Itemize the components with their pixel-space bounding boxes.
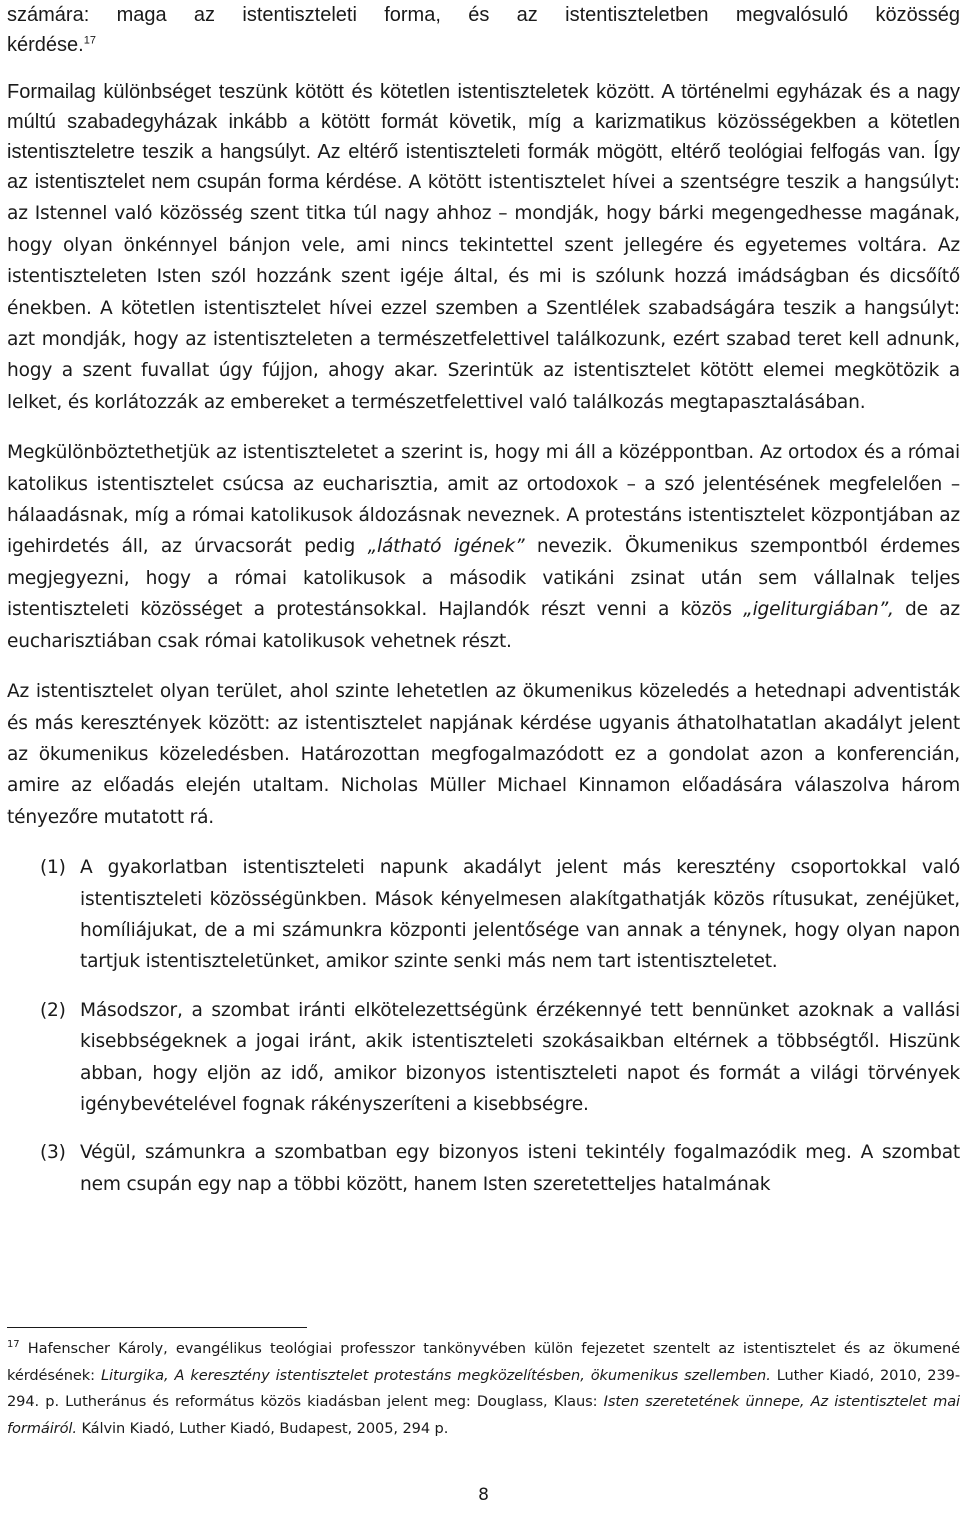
list-item	[40, 995, 960, 1121]
list-item-text: Másodszor, a szombat iránti elkötelezettségünk érzékennyé tett bennünket azoknak a vallási kisebbségeknek a jogai iránt, akik istentiszteleti szokásaikban eltérnek a többségtől. Hiszünk abban, hogy eljön az idő, amikor bizonyos istentiszteleti napot és formát a világi törvények igénybevételével fognak rákényszeríteni a kisebbségre.	[80, 999, 960, 1115]
intro-paragraph	[7, 0, 960, 30]
list-item-number: (1)	[40, 857, 66, 879]
footnote-italic1: Liturgika, A keresztény istentisztelet protestáns megközelítésben, ökumenikus szellemben.	[100, 1366, 771, 1384]
factor-list	[40, 852, 960, 1200]
paragraph-ecumenical	[7, 676, 960, 833]
intro-line-2: kérdése.	[7, 34, 84, 56]
paragraph-center-italic1: „látható igének”	[367, 536, 525, 558]
paragraph-center	[7, 437, 960, 657]
footnote	[7, 1336, 960, 1442]
paragraph-center-part2: nevezik. Ökumenikus szempontból érdemes megjegyezni, hogy a római katolikusok a második vatikáni zsinat után sem vállalnak teljes istentiszteleti közösséget a protestánsokkal. Hajlandók részt venni a közös	[7, 536, 960, 621]
footnote-part2: Luther Kiadó, 2010, 239-294. p. Lutheránus és református közös kiadásban jelent meg: Douglass, Klaus:	[7, 1366, 960, 1411]
list-item-number: (2)	[40, 999, 66, 1021]
intro-paragraph-end	[7, 30, 960, 60]
page-number: 8	[478, 1485, 489, 1505]
paragraph-formal	[7, 77, 960, 418]
paragraph-center-italic2: „igeliturgiában”,	[743, 599, 894, 621]
footnote-ref: 17	[83, 34, 96, 47]
paragraph-formal-carlito: A kötött istentisztelet hívei a szentségre teszik a hangsúlyt: az Istennel való közösség szent titka túl nagy ahhoz – mondják, hogy bárki megengedhesse magának, hogy olyan önkénnyel bánjon vele, ami nincs tekintettel szent jellegére és egyetemes voltára. Az istentiszteleten Isten szól hozzánk szent igéje által, és mi is szólunk hozzá imádságban és dicsőítő énekben. A kötetlen istentisztelet hívei ezzel szemben a Szentlélek szabadságára teszik a hangsúlyt: azt mondják, hogy az istentiszteleten a természetfelettivel találkozunk, ezért szabad teret kell adnunk, hogy a szent fuvallat úgy fújjon, ahogy akar. Szerintük az istentisztelet kötött elemei megkötözik a lelket, és korlátozzák az embereket a természetfelettivel való találkozás megtapasztalásában.	[7, 172, 960, 413]
footnote-separator	[7, 1327, 307, 1328]
paragraph-center-part1: Megkülönböztethetjük az istentiszteletet a szerint is, hogy mi áll a középpontban. Az ortodox és a római katolikus istentisztelet csúcsa az eucharisztia, amit az ortodoxok – a szó jelentésének megfelelően – hálaadásnak, míg a római katolikusok áldozásnak neveznek. A protestáns istentisztelet központjában az igehirdetés áll, az úrvacsorát pedig	[7, 442, 960, 558]
footnote-part3: Kálvin Kiadó, Luther Kiadó, Budapest, 2005, 294 p.	[76, 1419, 449, 1437]
paragraph-center-part3: de az eucharisztiában csak római katolikusok vehetnek részt.	[7, 599, 960, 652]
list-item-text: Végül, számunkra a szombatban egy bizonyos isteni tekintély fogalmazódik meg. A szombat nem csupán egy nap a többi között, hanem Isten szeretetteljes hatalmának	[80, 1142, 960, 1195]
list-item-text: A gyakorlatban istentiszteleti napunk akadályt jelent más keresztény csoportokkal való istentiszteleti közösségünkben. Mások kényelmesen alakítgathatják közös rítusukat, zenéjüket, homíliájukat, de a mi számunkra központi jelentősége van annak a ténynek, hogy olyan napon tartjuk istentiszteletünket, amikor szinte senki más nem tart istentiszteletet.	[80, 857, 960, 973]
footnote-part1: Hafenscher Károly, evangélikus teológiai professzor tankönyvében külön fejezetet szentelt az istentisztelet és az ökumené kérdésének:	[7, 1340, 960, 1384]
document-page	[7, 0, 960, 1505]
list-item	[40, 1137, 960, 1200]
footnote-number: 17	[7, 1339, 20, 1351]
list-item	[40, 852, 960, 978]
list-item-number: (3)	[40, 1142, 66, 1164]
paragraph-ecumenical-text: Az istentisztelet olyan terület, ahol szinte lehetetlen az ökumenikus közeledés a hetednapi adventisták és más keresztények között: az istentisztelet napjának kérdése ugyanis áthatolhatatlan akadályt jelent az ökumenikus közeledésben. Határozottan megfogalmazódott ez a gondolat azon a konferencián, amire az előadás elején utaltam. Nicholas Müller Michael Kinnamon előadására válaszolva három tényezőre mutatott rá.	[7, 681, 960, 828]
intro-line-1: számára: maga az istentiszteleti forma, és az istentiszteletben megvalósuló közösség	[7, 4, 960, 26]
footnote-italic2: Isten szeretetének ünnepe, Az istentisztelet mai formáiról.	[7, 1393, 960, 1437]
paragraph-formal-arial: Formailag különbséget teszünk kötött és kötetlen istentiszteletek között. A történelmi egyházak és a nagy múltú szabadegyházak inkább a kötött formát követik, míg a karizmatikus közösségekben a kötetlen istentiszteletre teszik a hangsúlyt. Az eltérő istentiszteleti formák mögött, eltérő teológiai felfogás van. Így az istentisztelet nem csupán forma kérdése.	[7, 81, 960, 193]
